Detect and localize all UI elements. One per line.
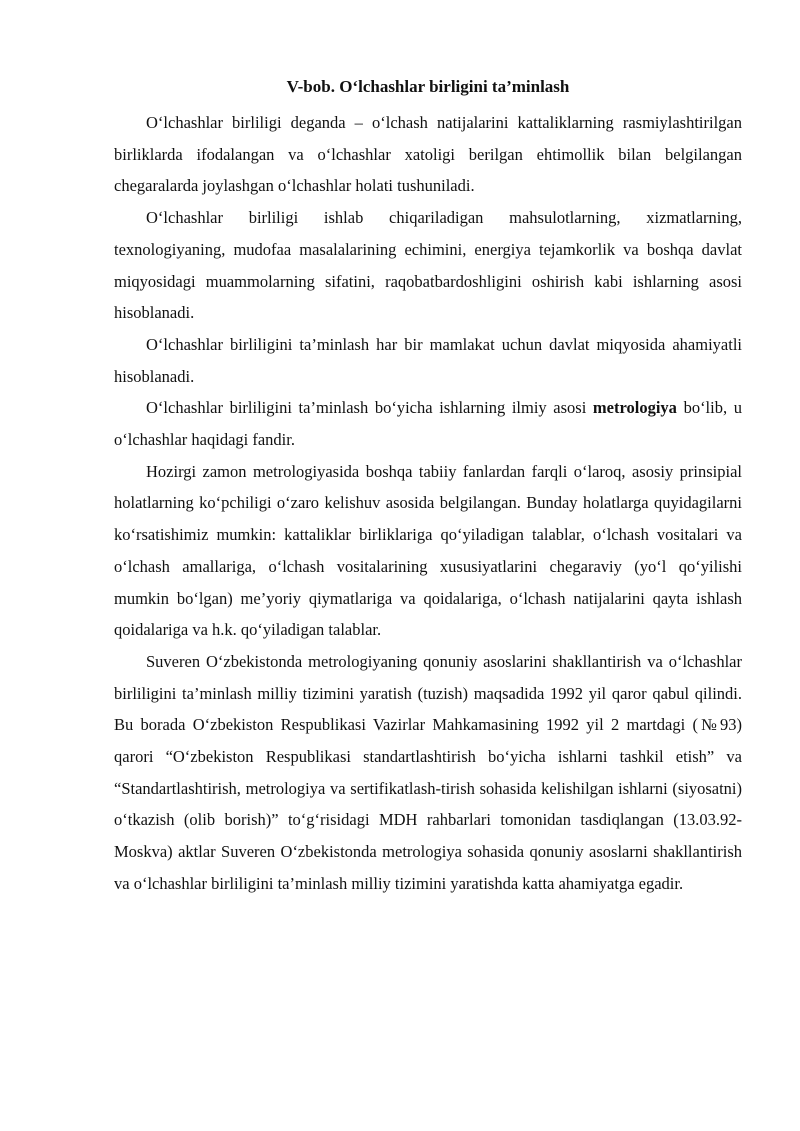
paragraph-measurement-unity-definition: O‘lchashlar birliligi deganda – o‘lchash natijalarini kattaliklarning rasmiylashtirilgan birliklarda ifodalangan va o‘lchashlar xatoligi berilgan ehtimollik bilan belgilangan chegaralarda joylashgan o‘lchashlar holati tushuniladi. — [114, 113, 742, 196]
paragraph-text-after: bo‘lib, u o‘lchashlar haqidagi fandir. — [114, 398, 742, 450]
paragraph-uzbekistan-legal-basis: Suveren O‘zbekistonda metrologiyaning qonuniy asoslarini shakllantirish va o‘lchashlar birliligini ta’minlash milliy tizimini yaratish (tuzish) maqsadida 1992 yil qaror qabul qilindi. Bu borada O‘zbekiston Respublikasi Vazirlar Mahkamasining 1992 yil 2 martdagi (№93) qarori “O‘zbekiston Respublikasi standartlashtirish bo‘yicha ishlarni tashkil etish” va “Standartlashtirish, metrologiya va sertifikatlash-tirish sohasida kelishilgan ishlarni (siyosatni) o‘tkazish (olib borish)” to‘g‘risidagi MDH rahbarlari tomonidan tasdiqlangan (13.03.92-Moskva) aktlar Suveren O‘zbekistonda metrologiya sohasida qonuniy asoslarni shakllantirish va o‘lchashlar birliligini ta’minlash milliy tizimini yaratishda katta ahamiyatga egadir. — [114, 651, 742, 893]
paragraph-metrology-basis — [114, 392, 742, 455]
metrology-term: metrologiya — [592, 398, 677, 418]
chapter-title: V-bob. O‘lchashlar birligini ta’minlash — [286, 77, 570, 96]
document-body — [114, 107, 742, 900]
paragraph-text-before: O‘lchashlar birliligini ta’minlash bo‘yicha ishlarning ilmiy asosi — [146, 398, 593, 418]
paragraph-measurement-unity-importance: O‘lchashlar birliligi ishlab chiqariladigan mahsulotlarning, xizmatlarning, texnologiyaning, mudofaa masalalarining echimini, energiya tejamkorlik va boshqa davlat miqyosidagi muammolarning sifatini, raqobatbardoshligini oshirish kabi ishlarning asosi hisoblanadi. — [114, 208, 742, 323]
paragraph-national-significance: O‘lchashlar birliligini ta’minlash har bir mamlakat uchun davlat miqyosida ahamiyatli hisoblanadi. — [114, 334, 742, 386]
paragraph-modern-metrology: Hozirgi zamon metrologiyasida boshqa tabiiy fanlardan farqli o‘laroq, asosiy prinsipial holatlarning ko‘pchiligi o‘zaro kelishuv asosida belgilangan. Bunday holatlarga quyidagilarni ko‘rsatishimiz mumkin: kattaliklar birliklariga qo‘yiladigan talablar, o‘lchash vositalari va o‘lchash amallariga, o‘lchash vositalarining xususiyatlarini chegaraviy (yo‘l qo‘yilishi mumkin bo‘lgan) me’yoriy qiymatlariga va qoidalariga, o‘lchash natijalarini qayta ishlash qoidalariga va h.k. qo‘yiladigan talablar. — [114, 461, 742, 640]
